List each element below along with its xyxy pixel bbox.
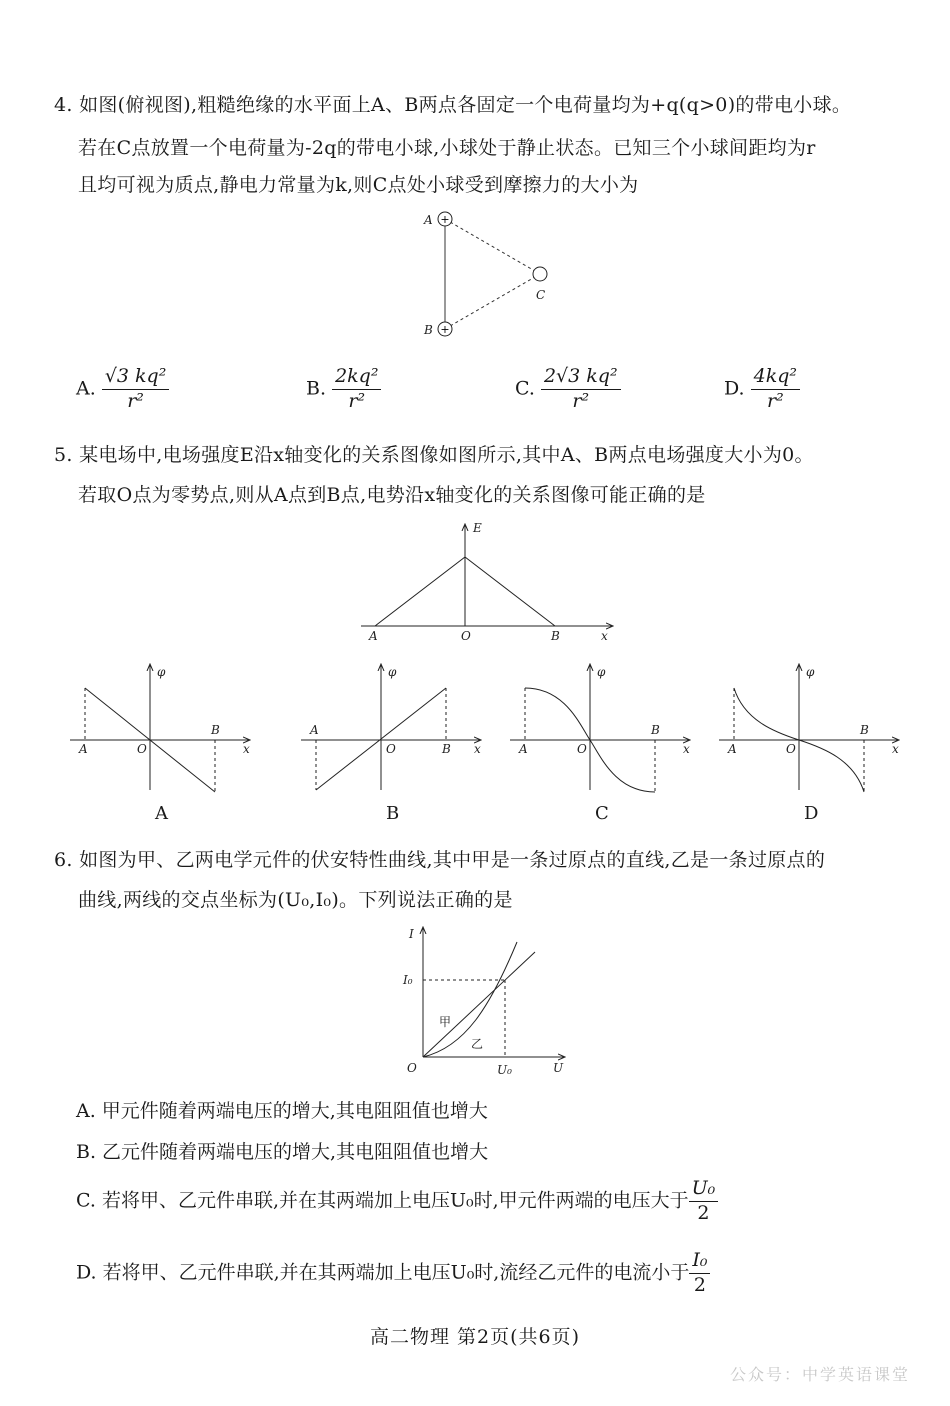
a-label: A (79, 742, 88, 756)
q4-option-a[interactable]: A. $\frac{\text{√3 kq²}}{\text{r²}}$ (76, 366, 169, 413)
q5-option-c-graph[interactable] (505, 660, 705, 800)
b-label: B (651, 723, 660, 737)
phi-label: φ (388, 665, 397, 679)
b-label: B (211, 723, 220, 737)
q5-option-a-graph[interactable] (65, 660, 265, 800)
q5-caption-a: A (155, 803, 168, 824)
x-label: x (243, 742, 250, 756)
q6-option-d[interactable]: D. 若将甲、乙元件串联,并在其两端加上电压U₀时,流经乙元件的电流小于 $\frac{\text{I₀}}{2}$ (76, 1250, 710, 1297)
a-label: A (310, 723, 319, 737)
b-label: B (551, 629, 560, 643)
q4-option-b[interactable]: B. $\frac{\text{2kq²}}{\text{r²}}$ (306, 366, 381, 413)
e-label: E (473, 521, 482, 535)
q5-option-b-graph[interactable] (296, 660, 496, 800)
q5-line-2: 若取O点为零势点,则从A点到B点,电势沿x轴变化的关系图像可能正确的是 (78, 484, 706, 506)
label-a: A (424, 213, 433, 227)
b-label: B (442, 742, 451, 756)
q5-caption-b: B (386, 803, 400, 824)
q4-option-c[interactable]: C. $\frac{\text{2√3 kq²}}{\text{r²}}$ (515, 366, 621, 413)
q4-line-1: 4. 如图(俯视图),粗糙绝缘的水平面上A、B两点各固定一个电荷量均为+q(q>0)的带电小球。 (54, 94, 852, 116)
x-label: x (683, 742, 690, 756)
i0-label: I₀ (403, 973, 413, 987)
label-c: C (536, 288, 546, 302)
a-label: A (728, 742, 737, 756)
q6-line-1: 6. 如图为甲、乙两电学元件的伏安特性曲线,其中甲是一条过原点的直线,乙是一条过原点的 (54, 849, 826, 871)
q6-option-b[interactable]: B. 乙元件随着两端电压的增大,其电阻阻值也增大 (76, 1141, 489, 1163)
q6-option-a[interactable]: A. 甲元件随着两端电压的增大,其电阻阻值也增大 (76, 1100, 488, 1122)
phi-label: φ (157, 665, 166, 679)
charge-a-sign: + (440, 213, 450, 226)
q4-line-2: 若在C点放置一个电荷量为-2q的带电小球,小球处于静止状态。已知三个小球间距均为r (78, 137, 816, 159)
o-label: O (407, 1061, 417, 1075)
x-label: x (892, 742, 899, 756)
q5-line-1: 5. 某电场中,电场强度E沿x轴变化的关系图像如图所示,其中A、B两点电场强度大小为0。 (54, 444, 814, 466)
o-label: O (137, 742, 147, 756)
q4-line-3: 且均可视为质点,静电力常量为k,则C点处小球受到摩擦力的大小为 (78, 174, 639, 196)
charge-b-sign: + (440, 323, 450, 336)
q5-caption-c: C (595, 803, 609, 824)
o-label: O (786, 742, 796, 756)
dashed-ac (445, 219, 540, 274)
i-label: I (409, 927, 414, 941)
watermark: 公众号：中学英语课堂 (729, 1365, 910, 1384)
u-label: U (553, 1061, 564, 1075)
x-label: x (601, 629, 608, 643)
dashed-bc (445, 274, 540, 329)
q5-e-field-graph (355, 520, 625, 645)
o-label: O (461, 629, 471, 643)
q6-option-c[interactable]: C. 若将甲、乙元件串联,并在其两端加上电压U₀时,甲元件两端的电压大于 $\frac{\text{U₀}}{2}$ (76, 1178, 718, 1225)
b-label: B (860, 723, 869, 737)
q4-option-d[interactable]: D. $\frac{\text{4kq²}}{\text{r²}}$ (724, 366, 800, 413)
yi-curve (423, 942, 517, 1057)
q5-caption-d: D (804, 803, 819, 824)
a-label: A (369, 629, 378, 643)
q4-triangle-figure (410, 205, 560, 345)
jia-label: 甲 (439, 1015, 452, 1029)
a-label: A (519, 742, 528, 756)
phi-label: φ (597, 665, 606, 679)
o-label: O (577, 742, 587, 756)
phi-label: φ (806, 665, 815, 679)
o-label: O (386, 742, 396, 756)
charge-c (533, 267, 547, 281)
u0-label: U₀ (497, 1063, 512, 1077)
x-label: x (474, 742, 481, 756)
yi-label: 乙 (471, 1037, 484, 1051)
q6-line-2: 曲线,两线的交点坐标为(U₀,I₀)。下列说法正确的是 (78, 889, 513, 911)
label-b: B (424, 323, 433, 337)
page-footer: 高二物理 第2页(共6页) (369, 1326, 581, 1348)
q6-iu-graph (395, 922, 585, 1082)
q5-option-d-graph[interactable] (714, 660, 914, 800)
